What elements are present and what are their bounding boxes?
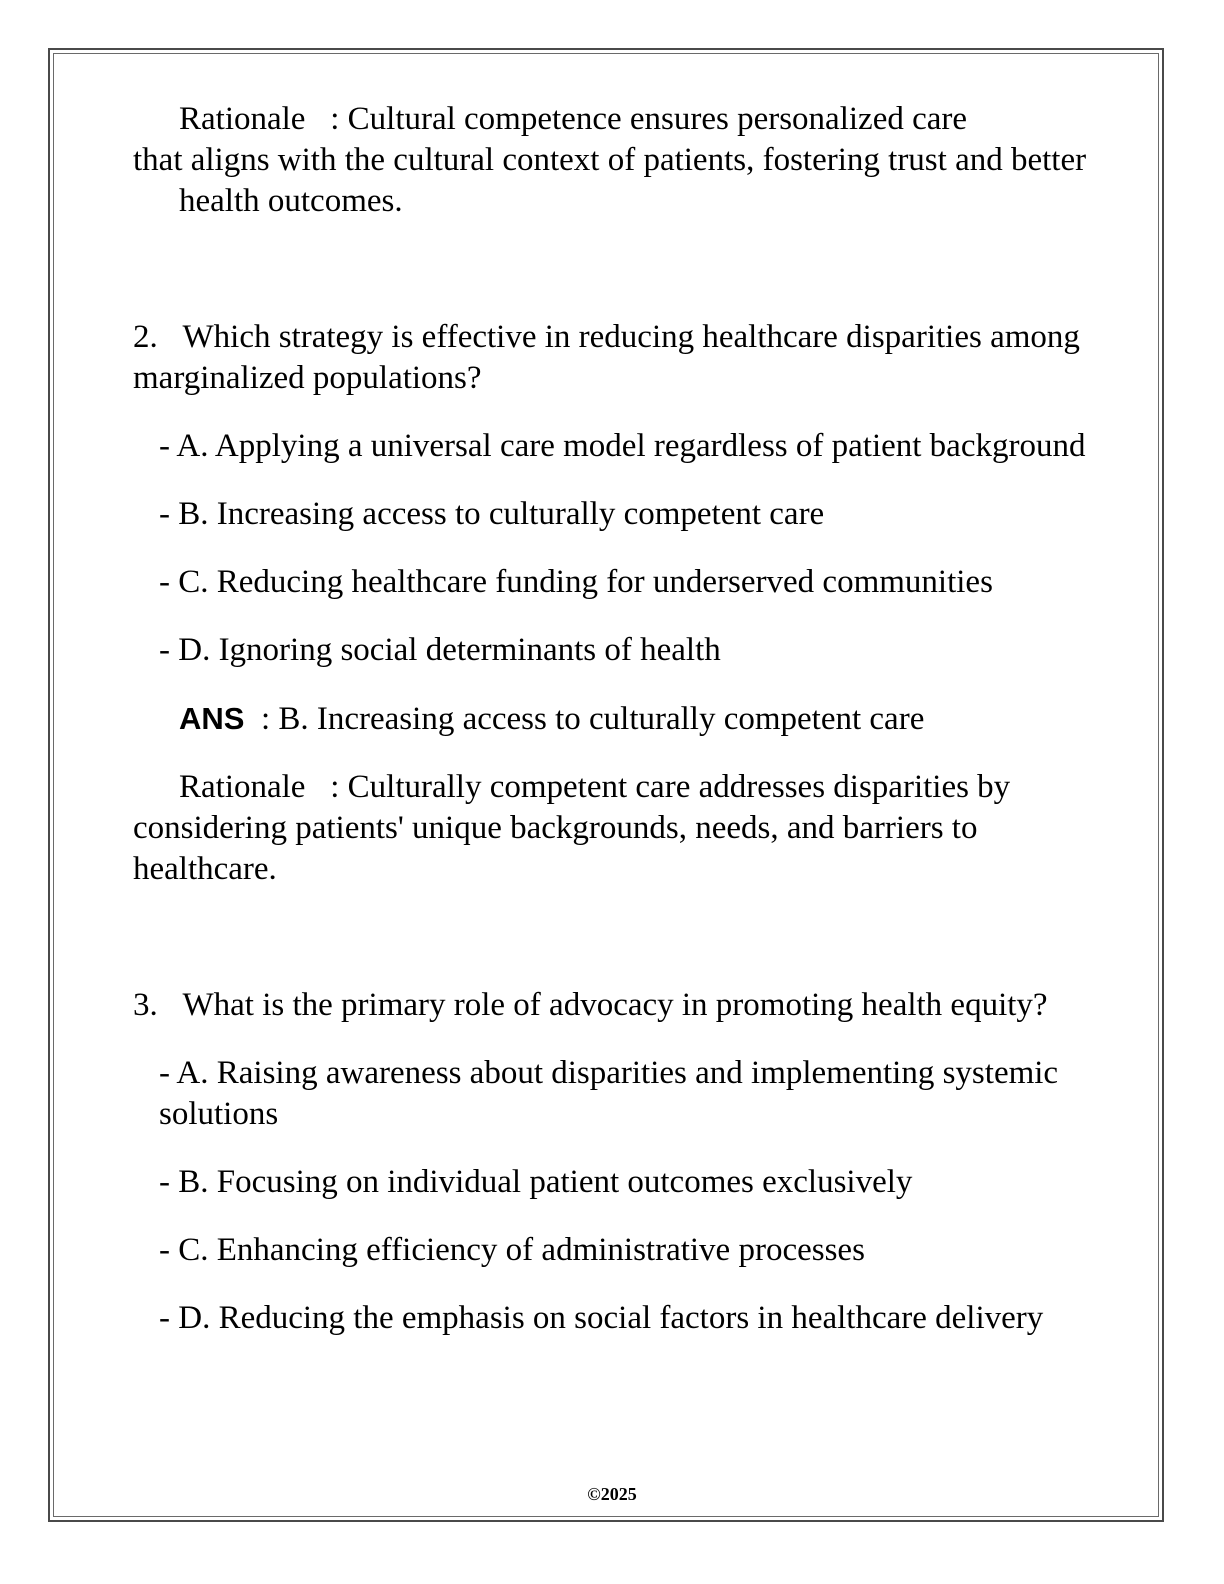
q3-option-a: - A. Raising awareness about disparities and implementing systemic solutions bbox=[159, 1055, 1067, 1132]
document-body bbox=[133, 99, 1093, 1339]
question-2-text: Which strategy is effective in reducing healthcare disparities among marginalized populations? bbox=[133, 319, 1089, 396]
q2-option-a: - A. Applying a universal care model regardless of patient background bbox=[159, 428, 1086, 464]
rationale-1 bbox=[133, 99, 1093, 222]
q2-option-b: - B. Increasing access to culturally competent care bbox=[159, 496, 825, 532]
copyright-footer: ©2025 bbox=[587, 1484, 637, 1504]
question-3-text: What is the primary role of advocacy in promoting health equity? bbox=[182, 987, 1048, 1023]
question-3-number: 3. bbox=[133, 987, 158, 1023]
q2-rationale-label: Rationale bbox=[179, 769, 306, 805]
q2-option-d: - D. Ignoring social determinants of health bbox=[159, 632, 721, 668]
q3-option-d: - D. Reducing the emphasis on social factors in healthcare delivery bbox=[159, 1300, 1044, 1336]
question-3 bbox=[133, 985, 1093, 1026]
q2-rationale bbox=[133, 767, 1093, 890]
q2-answer-text: : B. Increasing access to culturally competent care bbox=[244, 701, 925, 737]
q2-answer bbox=[133, 698, 1093, 740]
q2-option-c: - C. Reducing healthcare funding for underserved communities bbox=[159, 564, 993, 600]
q3-option-b: - B. Focusing on individual patient outcomes exclusively bbox=[159, 1164, 913, 1200]
rationale-1-text-first: : Cultural competence ensures personalized care bbox=[305, 101, 968, 137]
question-2 bbox=[133, 317, 1093, 399]
question-2-number: 2. bbox=[133, 319, 158, 355]
rationale-1-text-rest: that aligns with the cultural context of patients, fostering trust and better health outcomes. bbox=[133, 142, 1095, 219]
q2-rationale-text: : Culturally competent care addresses disparities by considering patients' unique backgrounds, needs, and barriers to healthcare. bbox=[133, 769, 1019, 887]
rationale-1-label: Rationale bbox=[179, 101, 306, 137]
q3-option-c: - C. Enhancing efficiency of administrative processes bbox=[159, 1232, 865, 1268]
q2-answer-label: ANS bbox=[179, 701, 245, 736]
